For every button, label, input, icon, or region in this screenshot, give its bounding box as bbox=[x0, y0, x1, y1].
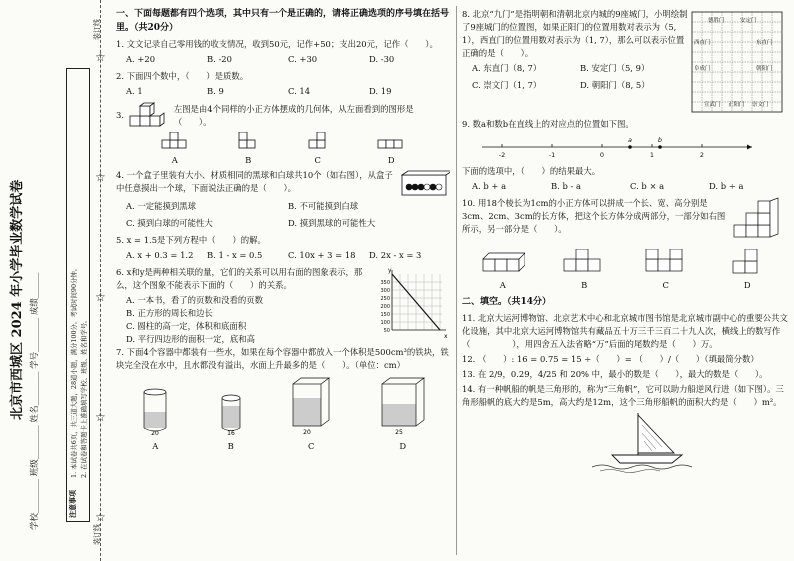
option: A. 一定能摸到黑球 bbox=[126, 200, 196, 211]
option: A. 1 bbox=[126, 85, 143, 96]
map-label: 西直门 bbox=[694, 40, 711, 46]
option: B. b - a bbox=[551, 181, 581, 192]
cube-shape-d bbox=[725, 249, 769, 275]
star-icon: ☆ bbox=[95, 510, 106, 524]
y-tick: 200 bbox=[380, 304, 390, 311]
q7-option-a bbox=[138, 386, 172, 453]
binding-label-top: 装订线 bbox=[93, 19, 101, 40]
option: C. 14 bbox=[288, 85, 311, 96]
q9-options bbox=[472, 180, 788, 193]
option-label: C bbox=[662, 280, 669, 291]
cuboid-container-c bbox=[289, 376, 333, 436]
q3-option-a bbox=[160, 132, 190, 167]
dim-label: 20 bbox=[303, 429, 312, 437]
note-item: 1. 本试卷共6页，共三道大题，28道小题，满分100分。考试时间90分钟。 bbox=[70, 264, 78, 478]
x-axis-label: x bbox=[444, 333, 448, 341]
option: A. b + a bbox=[472, 181, 507, 192]
option-label: C bbox=[314, 154, 321, 165]
q10-text: 10. 用18个棱长为1cm的小正方体可以拼成一个长、宽、高分别是3cm、2cm、3cm的长方体，把这个长方体分成两部分，一部分如右图所示，另一部分是（ ）。 bbox=[462, 198, 726, 235]
q1-options bbox=[126, 53, 450, 66]
q8-row bbox=[462, 8, 788, 118]
cuboid-container-d bbox=[378, 376, 428, 436]
option: C. 崇文门（1, 7） bbox=[472, 80, 542, 91]
option: A. 一本书，看了的页数和没看的页数 bbox=[126, 295, 263, 306]
binding-label-bottom: 装订线 bbox=[93, 524, 101, 545]
right-column bbox=[462, 8, 788, 477]
axis-tick: 1 bbox=[649, 151, 655, 160]
column-divider bbox=[456, 6, 457, 555]
id-label: 学号 bbox=[30, 351, 40, 369]
q10-option-b bbox=[562, 249, 606, 292]
q8-options bbox=[472, 62, 688, 75]
q10-option-d bbox=[725, 249, 769, 292]
option: D. -30 bbox=[369, 53, 395, 64]
option: C. 10x + 3 = 18 bbox=[288, 250, 356, 261]
map-label: 崇文门 bbox=[752, 102, 769, 108]
q3-text: 左图是由4个同样的小正方体摆成的几何体，从左面看到的图形是（ ）。 bbox=[173, 103, 414, 127]
section1-title: 一、下面每题都有四个选项，其中只有一个是正确的，请将正确选项的序号填在括号里。（共20分） bbox=[116, 9, 450, 33]
line-graph-figure bbox=[370, 266, 450, 340]
map-label: 朝阳门 bbox=[756, 66, 773, 72]
q4-text: 4. 一个盒子里装有大小、材质相同的黑球和白球共10个（如右图），从盒子中任意摸出一个球，下面说法正确的是（ ）。 bbox=[116, 169, 393, 193]
option: C. b × a bbox=[630, 181, 665, 192]
school-label: 学校 bbox=[30, 512, 40, 530]
star-icon: ☆ bbox=[95, 170, 106, 184]
y-tick: 150 bbox=[380, 312, 390, 319]
exam-title: 北京市西城区 2024 年小学毕业数学试卷 bbox=[10, 179, 25, 420]
option-label: B bbox=[581, 280, 588, 291]
map-label: 德胜门 bbox=[708, 18, 725, 24]
y-tick: 300 bbox=[380, 288, 390, 295]
y-tick: 350 bbox=[380, 280, 390, 287]
option: C. +30 bbox=[288, 53, 318, 64]
dim-label: 16 bbox=[226, 430, 235, 437]
axis-tick: 0 bbox=[599, 151, 605, 160]
option-label: A bbox=[499, 280, 506, 291]
option: A. x + 0.3 = 1.2 bbox=[126, 250, 194, 261]
city-gate-map bbox=[688, 8, 788, 118]
star-icon: ☆ bbox=[95, 410, 106, 424]
point-a-label: a bbox=[628, 136, 632, 145]
q7-option-c bbox=[289, 376, 333, 453]
option: D. b ÷ a bbox=[709, 181, 744, 192]
option-label: D bbox=[743, 280, 751, 291]
axis-tick: 2 bbox=[699, 151, 705, 160]
option-label: D bbox=[399, 441, 407, 452]
star-icon: ☆ bbox=[95, 290, 106, 304]
q5-text: 5. x = 1.5是下列方程中（ ）的解。 bbox=[116, 235, 266, 245]
q3-option-d bbox=[376, 132, 406, 167]
q13-text: 13. 在 2/9，0.29，4/25 和 20% 中，最小的数是（ ），最大的数是（ ）。 bbox=[462, 369, 768, 380]
q6-text: 6. x和y是两种相关联的量，它们的关系可以用右面的图象表示，那么，这个图象不能表示下面的（ ）的关系。 bbox=[116, 267, 363, 291]
q2-text: 2. 下面四个数中，（ ）是质数。 bbox=[116, 70, 249, 81]
section2-title: 二、填空。（共14分） bbox=[462, 297, 552, 308]
score-label: 成绩 bbox=[30, 298, 40, 316]
y-tick: 50 bbox=[383, 328, 390, 335]
option: A. 东直门（8, 7） bbox=[472, 63, 542, 74]
note-item: 2. 在试卷和答题卡上准确填写学校、班级、姓名和学号。 bbox=[80, 316, 88, 478]
q3-number: 3. bbox=[116, 110, 124, 121]
point-b-label: b bbox=[657, 136, 663, 145]
q14-text: 14. 有一种帆船的帆是三角形的，称为“三角帆”，它可以助力船逆风行进（如下图）。三角形船帆的底大约是5m，高大约是12m，这个三角形船帆的面积大约是（ ）m²。 bbox=[462, 384, 784, 408]
option-label: A bbox=[171, 154, 178, 165]
cube-shape-a bbox=[481, 249, 525, 275]
view-shape-a bbox=[160, 132, 190, 150]
y-tick: 100 bbox=[380, 320, 390, 327]
q6-options bbox=[126, 294, 370, 346]
q4-row bbox=[116, 169, 450, 199]
option: B. 1 - x = 0.5 bbox=[207, 250, 263, 261]
q10-row bbox=[462, 197, 788, 249]
option-label: C bbox=[308, 441, 315, 452]
q10-options bbox=[462, 249, 788, 292]
option-label: B bbox=[227, 441, 234, 452]
q10-option-c bbox=[644, 249, 688, 292]
q1-text: 1. 文文记录自己零用钱的收支情况，收到50元，记作+50；支出20元，记作（ ）。 bbox=[116, 38, 438, 49]
star-icon: ☆ bbox=[95, 50, 106, 64]
q11-text: 11. 北京大运河博物馆、北京艺术中心和北京城市图书馆是北京城市副中心的重要公共文化设施，其中北京大运河博物馆共有藏品五十万三千三百二十九人次，横线上的数写作（ ），用四舍五入法省略“万”后面的尾数约是（ ）万。 bbox=[462, 313, 788, 350]
sailboat-figure bbox=[582, 411, 702, 473]
view-shape-b bbox=[237, 132, 259, 150]
student-info-line: 学校________ 班级________ 姓名________ 学号________ 成绩______ bbox=[30, 272, 40, 530]
q6-row bbox=[116, 266, 450, 346]
q12-text: 12. （ ）: 16 = 0.75 = 15 ÷（ ）= （ ）/（ ）（填最简分数） bbox=[462, 354, 759, 365]
cylinder-container-b bbox=[217, 386, 245, 436]
binding-dashed-line bbox=[100, 0, 101, 561]
option-label: B bbox=[245, 154, 252, 165]
dim-label: 20 bbox=[151, 430, 160, 437]
ball-box-figure bbox=[398, 169, 450, 199]
notes-title: 注意事项 bbox=[68, 490, 77, 518]
view-shape-d bbox=[376, 132, 406, 150]
class-label: 班级 bbox=[30, 459, 40, 477]
cube-solid-figure bbox=[128, 102, 168, 130]
map-label: 阜成门 bbox=[694, 66, 711, 72]
q4-options bbox=[126, 200, 450, 213]
q4-options-2 bbox=[126, 217, 450, 230]
name-label: 姓名 bbox=[30, 405, 40, 423]
q7-text: 7. 下面4个容器中都装有一些水，如果在每个容器中都放入一个体积是500cm³的铁块，铁块完全没在水中，且水都没有溢出，水面上升最多的是（ ）。（单位：cm） bbox=[116, 347, 449, 371]
q9-subtext: 下面的选项中，（ ）的结果最大。 bbox=[462, 166, 601, 177]
option: D. 朝阳门（8, 5） bbox=[580, 80, 650, 91]
axis-tick: -1 bbox=[548, 151, 556, 160]
q6-body bbox=[116, 266, 370, 346]
option: B. 9 bbox=[207, 85, 224, 96]
y-axis-label: y bbox=[388, 267, 392, 275]
q7-options bbox=[116, 376, 450, 453]
q7-option-b bbox=[217, 386, 245, 453]
left-column bbox=[116, 8, 450, 453]
option: D. 摸到黑球的可能性大 bbox=[288, 217, 376, 228]
q8-body bbox=[462, 8, 688, 118]
cylinder-container-a bbox=[138, 386, 172, 436]
map-label: 东直门 bbox=[756, 40, 773, 46]
q3-options bbox=[136, 132, 430, 167]
option: D. 19 bbox=[369, 85, 392, 96]
number-line-figure bbox=[462, 133, 762, 161]
q7-option-d bbox=[378, 376, 428, 453]
axis-tick: -2 bbox=[498, 151, 506, 160]
q3-row bbox=[116, 102, 450, 130]
y-tick: 250 bbox=[380, 296, 390, 303]
cube-shape-c bbox=[644, 249, 688, 275]
cube-part-figure bbox=[728, 197, 788, 249]
notes-list bbox=[69, 178, 89, 478]
option: B. -20 bbox=[207, 53, 232, 64]
map-label: 正阳门 bbox=[728, 102, 745, 108]
option: C. 圆柱的高一定，体积和底面积 bbox=[126, 321, 247, 332]
option: D. 平行四边形的面积一定，底和高 bbox=[126, 334, 255, 345]
q9-text: 9. 数a和数b在直线上的对应点的位置如下图。 bbox=[462, 119, 634, 129]
q3-option-c bbox=[307, 132, 329, 167]
option: B. 安定门（5, 9） bbox=[580, 63, 650, 74]
option: B. 正方形的周长和边长 bbox=[126, 308, 213, 319]
q3-option-b bbox=[237, 132, 259, 167]
option: C. 摸到白球的可能性大 bbox=[126, 217, 213, 228]
q10-option-a bbox=[481, 249, 525, 292]
option-label: D bbox=[387, 154, 395, 165]
option-label: A bbox=[152, 441, 159, 452]
option: B. 不可能摸到白球 bbox=[288, 200, 359, 211]
option: A. +20 bbox=[126, 53, 156, 64]
q5-options bbox=[126, 249, 450, 262]
view-shape-c bbox=[307, 132, 329, 150]
q8-text: 8. 北京“九门”是指明朝和清朝北京内城的9座城门，小明绘制了9座城门的位置图，如果正阳门的位置用数对表示为（5, 1），西直门的位置用数对表示为（1, 7），那么可以表示位置正确的是（ ）。 bbox=[462, 9, 688, 59]
dim-label: 25 bbox=[394, 429, 403, 437]
q2-options bbox=[126, 85, 450, 98]
map-label: 安定门 bbox=[740, 18, 757, 24]
cube-shape-b bbox=[562, 249, 606, 275]
map-label: 宣武门 bbox=[704, 102, 721, 108]
q8-options-2 bbox=[472, 79, 688, 92]
option: D. 2x - x = 3 bbox=[369, 250, 422, 261]
